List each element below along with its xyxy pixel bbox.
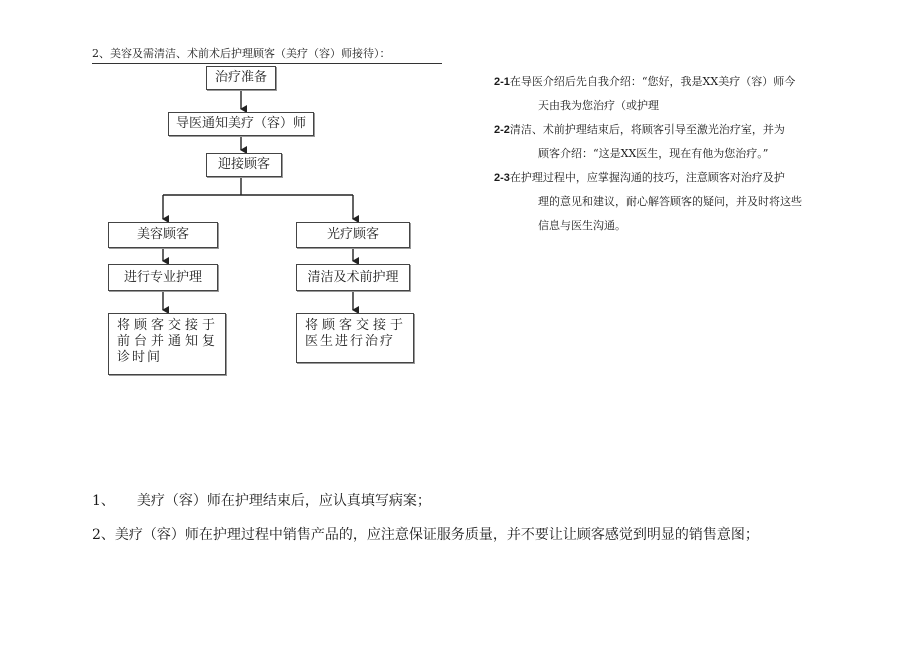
note-text: 清洁、术前护理结束后，将顾客引导至激光治疗室，并为 — [509, 123, 785, 136]
note-text-continued: 信息与医生沟通。 — [538, 219, 626, 232]
flow-right-branch-title: 光疗顾客 — [296, 222, 410, 248]
note-number: 2-1 — [494, 76, 510, 88]
note-text-continued: 天由我为您治疗（或护理 — [538, 99, 659, 112]
note-item — [494, 70, 834, 118]
note-number: 2-3 — [494, 172, 510, 184]
note-item — [494, 166, 834, 238]
flow-step-notify-therapist: 导医通知美疗（容）师 — [168, 112, 314, 136]
bottom-item-text: 美疗（容）师在护理过程中销售产品的，应注意保证服务质量，并不要让让顾客感觉到明显的销售意图； — [114, 527, 759, 543]
flow-right-branch-result: 将顾客交接于医生进行治疗 — [296, 313, 414, 363]
bottom-item-text: 美疗（容）师在护理结束后，应认真填写病案； — [136, 493, 431, 509]
bottom-item-number: 1、 — [92, 493, 115, 509]
note-text: 在护理过程中，应掌握沟通的技巧，注意顾客对治疗及护 — [509, 171, 785, 184]
flow-left-branch-result: 将顾客交接于前台并通知复诊时间 — [108, 313, 226, 375]
notes-list — [494, 70, 834, 238]
note-text-continued: 顾客介绍：“这是XX医生，现在有他为您治疗。” — [538, 147, 769, 160]
flow-right-branch-action: 清洁及术前护理 — [296, 264, 410, 291]
bottom-item-2 — [92, 525, 759, 545]
flow-step-greet-customer: 迎接顾客 — [206, 153, 282, 177]
flow-left-branch-action: 进行专业护理 — [108, 264, 218, 291]
flow-left-branch-title: 美容顾客 — [108, 222, 218, 248]
note-text-continued: 理的意见和建议，耐心解答顾客的疑问，并及时将这些 — [538, 195, 802, 208]
bottom-item-1 — [92, 491, 431, 511]
bottom-item-number: 2、 — [92, 527, 115, 543]
note-text: 在导医介绍后先自我介绍：“您好，我是XX美疗（容）师今 — [509, 75, 796, 88]
flow-step-treatment-prep: 治疗准备 — [206, 66, 276, 90]
note-number: 2-2 — [494, 124, 510, 136]
section-heading: 2、美容及需清洁、术前术后护理顾客（美疗（容）师接待）： — [92, 47, 442, 64]
note-item — [494, 118, 834, 166]
